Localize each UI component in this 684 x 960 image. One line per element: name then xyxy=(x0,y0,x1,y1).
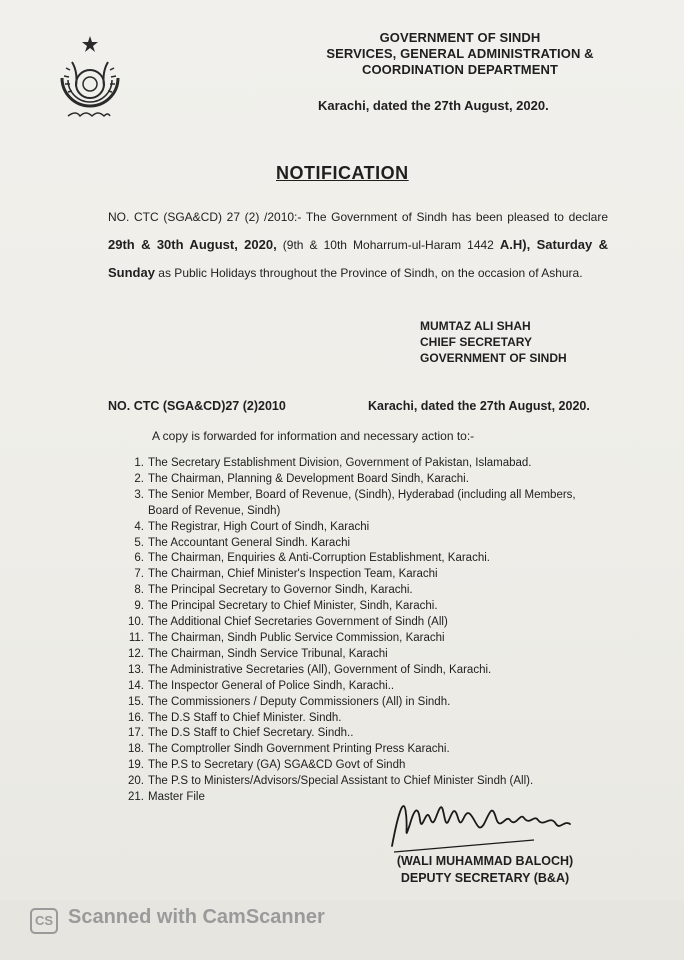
list-item-number: 18. xyxy=(128,743,144,756)
list-item xyxy=(108,520,608,536)
deputy-secretary-signature-block xyxy=(385,853,585,887)
list-item xyxy=(108,615,608,631)
list-item-number: 9. xyxy=(134,600,144,613)
signatory-name: MUMTAZ ALI SHAH xyxy=(420,319,531,333)
list-item-text: The Principal Secretary to Chief Minister, Sindh, Karachi. xyxy=(148,600,438,613)
list-item-number: 7. xyxy=(134,568,144,581)
list-item xyxy=(108,567,608,583)
letterhead-line-2: SERVICES, GENERAL ADMINISTRATION & xyxy=(326,46,594,61)
camscanner-watermark-text: Scanned with CamScanner xyxy=(68,906,325,928)
list-item xyxy=(108,758,608,774)
list-item-text: The Senior Member, Board of Revenue, (Sindh), Hyderabad (including all Members, Board of Revenue, Sindh) xyxy=(148,488,576,517)
list-item-text: The Commissioners / Deputy Commissioners (All) in Sindh. xyxy=(148,695,451,708)
list-item xyxy=(108,631,608,647)
holiday-days: A.H), Saturday & Sunday xyxy=(108,237,608,280)
camscanner-logo-icon: CS xyxy=(30,908,58,934)
list-item-text: The Secretary Establishment Division, Government of Pakistan, Islamabad. xyxy=(148,457,532,469)
list-item-number: 15. xyxy=(128,695,144,708)
body-text-b: (9th & 10th Moharrum-ul-Haram 1442 xyxy=(276,238,500,252)
list-item-number: 1. xyxy=(134,457,144,469)
list-item-text: The Chairman, Enquiries & Anti-Corruption Establishment, Karachi. xyxy=(148,552,490,565)
list-item-number: 17. xyxy=(128,727,144,740)
handwritten-signature xyxy=(384,784,584,860)
notification-body xyxy=(108,204,608,287)
list-item-number: 8. xyxy=(134,584,144,597)
signatory-designation: CHIEF SECRETARY xyxy=(420,335,533,349)
body-text-a: The Government of Sindh has been pleased to declare xyxy=(301,210,608,224)
list-item-number: 19. xyxy=(128,759,144,772)
list-item xyxy=(108,663,608,679)
list-item-text: The Accountant General Sindh. Karachi xyxy=(148,536,351,549)
list-item-text: Master File xyxy=(148,791,205,804)
letterhead-line-1: GOVERNMENT OF SINDH xyxy=(379,30,541,45)
list-item-text: The Principal Secretary to Governor Sindh, Karachi. xyxy=(148,584,413,597)
list-item-text: The D.S Staff to Chief Minister. Sindh. xyxy=(148,711,342,724)
list-item-text: The Comptroller Sindh Government Printing Press Karachi. xyxy=(148,743,450,756)
header-date: Karachi, dated the 27th August, 2020. xyxy=(318,98,549,113)
forward-ref: NO. CTC (SGA&CD)27 (2)2010 xyxy=(108,399,286,413)
body-text-c: as Public Holidays throughout the Province of Sindh, on the occasion of Ashura. xyxy=(154,266,583,280)
list-item-number: 13. xyxy=(128,663,144,676)
list-item-text: The Chairman, Sindh Public Service Commission, Karachi xyxy=(148,631,445,644)
list-item-number: 11. xyxy=(128,631,144,644)
list-item-text: The P.S to Secretary (GA) SGA&CD Govt of Sindh xyxy=(148,759,406,772)
list-item-number: 10. xyxy=(128,616,144,629)
list-item xyxy=(108,583,608,599)
list-item-text: The Chairman, Chief Minister's Inspection Team, Karachi xyxy=(148,568,438,581)
list-item-number: 14. xyxy=(128,679,144,692)
list-item-text: The Chairman, Planning & Development Board Sindh, Karachi. xyxy=(148,472,469,485)
list-item xyxy=(108,695,608,711)
forward-date: Karachi, dated the 27th August, 2020. xyxy=(368,399,590,413)
list-item-number: 16. xyxy=(128,711,144,724)
list-item-text: The P.S to Ministers/Advisors/Special Assistant to Chief Minister Sindh (All). xyxy=(148,775,534,788)
holiday-dates: 29th & 30th August, 2020, xyxy=(108,237,277,252)
copy-forwarded-line: A copy is forwarded for information and necessary action to:- xyxy=(152,429,475,443)
sindh-government-emblem-icon xyxy=(52,34,124,130)
list-item xyxy=(108,742,608,758)
deputy-secretary-designation: DEPUTY SECRETARY (B&A) xyxy=(400,871,570,885)
list-item xyxy=(108,726,608,742)
list-item-number: 4. xyxy=(134,520,144,533)
list-item-number: 5. xyxy=(134,536,144,549)
list-item-number: 2. xyxy=(134,472,144,485)
list-item xyxy=(108,647,608,663)
notification-title: NOTIFICATION xyxy=(276,163,409,183)
list-item-number: 3. xyxy=(134,488,144,501)
list-item-text: The D.S Staff to Chief Secretary. Sindh.. xyxy=(148,727,354,740)
deputy-secretary-name: (WALI MUHAMMAD BALOCH) xyxy=(396,854,574,868)
list-item-number: 21. xyxy=(128,791,144,804)
distribution-list xyxy=(108,456,608,806)
list-item xyxy=(108,599,608,615)
list-item-text: The Chairman, Sindh Service Tribunal, Karachi xyxy=(148,647,388,660)
list-item-text: The Registrar, High Court of Sindh, Karachi xyxy=(148,520,370,533)
signatory-office: GOVERNMENT OF SINDH xyxy=(420,351,567,365)
list-item-text: The Administrative Secretaries (All), Government of Sindh, Karachi. xyxy=(148,663,492,676)
letterhead-line-3: COORDINATION DEPARTMENT xyxy=(361,62,559,77)
list-item xyxy=(108,551,608,567)
list-item xyxy=(108,711,608,727)
list-item-text: The Additional Chief Secretaries Government of Sindh (All) xyxy=(148,616,448,629)
list-item-number: 6. xyxy=(134,552,144,565)
notification-ref: NO. CTC (SGA&CD) 27 (2) /2010:- xyxy=(108,210,302,224)
list-item-text: The Inspector General of Police Sindh, Karachi.. xyxy=(148,679,395,692)
list-item xyxy=(108,536,608,552)
list-item-number: 12. xyxy=(128,647,144,660)
letterhead xyxy=(300,30,620,78)
list-item xyxy=(108,456,608,472)
list-item xyxy=(108,472,608,488)
chief-secretary-signature-block xyxy=(420,318,567,366)
list-item xyxy=(108,488,608,520)
list-item xyxy=(108,679,608,695)
list-item-number: 20. xyxy=(128,775,144,788)
